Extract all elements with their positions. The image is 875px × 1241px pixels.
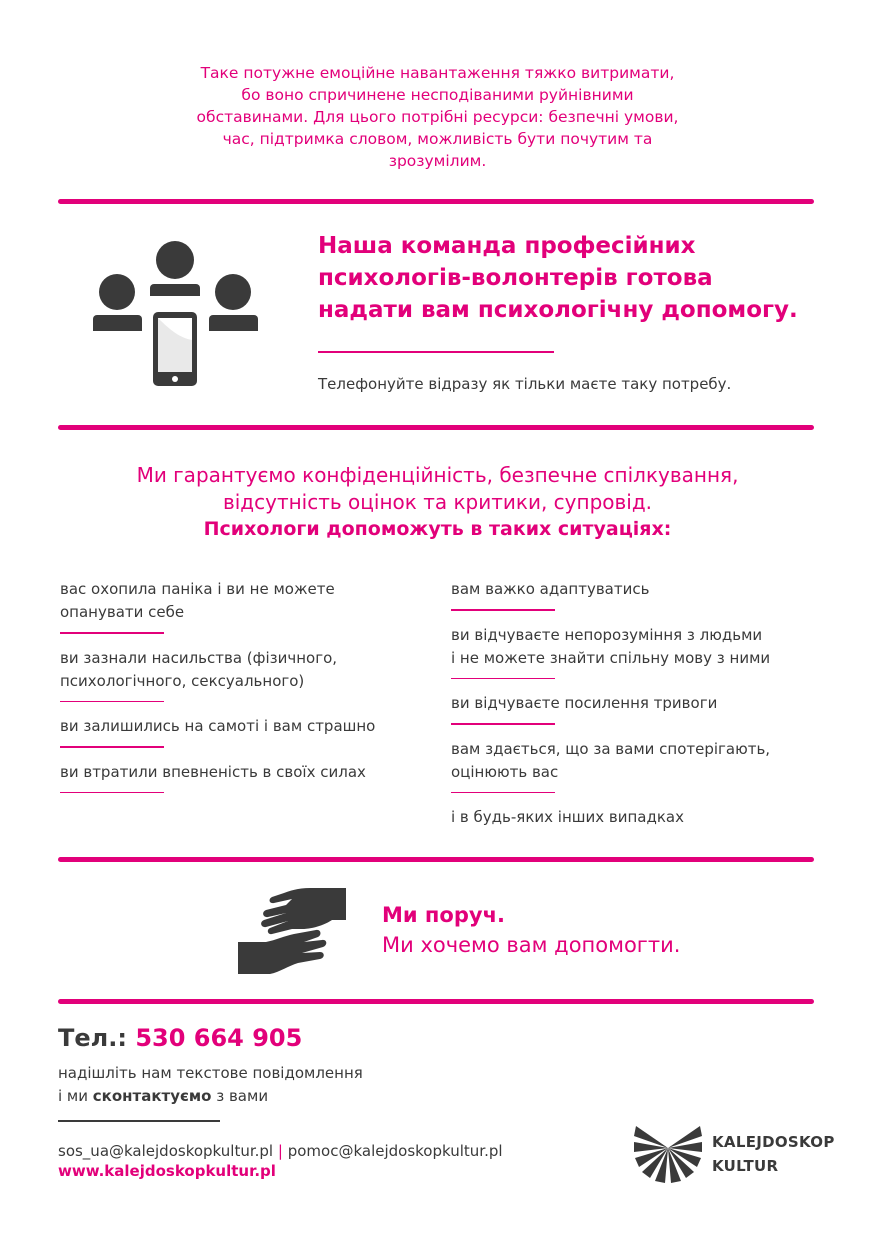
- team-note: Телефонуйте відразу як тільки маєте таку потребу.: [318, 375, 732, 393]
- kalejdoskop-logo-icon: [632, 1112, 704, 1184]
- list-item: [60, 647, 420, 693]
- intro-line: бо воно спричинене несподіваними руйнівними: [241, 86, 634, 104]
- people-phone-icon: [92, 238, 262, 390]
- list-item-line: вам здається, що за вами спотерігають,: [451, 739, 771, 758]
- emails: [58, 1140, 503, 1162]
- list-item-line: і не можете знайти спільну мову з ними: [451, 648, 771, 667]
- guarantee-line: Ми гарантуємо конфіденційність, безпечне спілкування,: [136, 463, 739, 487]
- divider: [58, 857, 814, 862]
- sms-line: надішліть нам текстове повідомлення: [58, 1064, 363, 1082]
- tel-label: Тел.:: [58, 1024, 127, 1052]
- list-separator: [451, 609, 555, 611]
- list-item: [60, 761, 420, 784]
- list-item-line: оцінюють вас: [451, 762, 559, 781]
- intro-line: час, підтримка словом, можливість бути почутим та: [222, 130, 653, 148]
- sms-bold: сконтактуємо: [92, 1087, 212, 1105]
- situations-heading: Психологи допоможуть в таких ситуаціях:: [203, 518, 672, 540]
- list-separator: [451, 792, 555, 794]
- email-link-pomoc[interactable]: pomoc@kalejdoskopkultur.pl: [287, 1142, 503, 1160]
- list-item-line: вас охопила паніка і ви не можете: [60, 580, 335, 598]
- guarantee-line: відсутність оцінок та критики, супровід.: [222, 490, 653, 514]
- list-separator: [60, 792, 164, 794]
- contact-underline: [58, 1120, 220, 1122]
- sms-line: [58, 1085, 363, 1108]
- list-item-line: опанувати себе: [60, 603, 185, 621]
- list-item-line: ви відчуваєте непорозуміння з людьми: [451, 625, 763, 644]
- list-separator: [451, 723, 555, 725]
- list-separator: [60, 632, 164, 634]
- guarantee-block: [60, 462, 815, 543]
- email-separator: |: [277, 1142, 283, 1160]
- tel-number[interactable]: 530 664 905: [135, 1024, 303, 1052]
- helping-line: Ми хочемо вам допомогти.: [382, 933, 681, 957]
- team-title-line: Наша команда професійних: [318, 233, 696, 259]
- list-item-line: ви зазнали насильства (фізичного,: [60, 648, 338, 667]
- team-title-line: надати вам психологічну допомогу.: [318, 297, 798, 323]
- list-item: [451, 578, 821, 601]
- logo-line: KALEJDOSKOP: [712, 1133, 835, 1151]
- list-item: [60, 578, 420, 624]
- situations-right-list: [451, 578, 821, 829]
- list-item-line: ви відчуваєте посилення тривоги: [451, 694, 718, 712]
- list-item: [451, 624, 821, 670]
- divider: [58, 999, 814, 1004]
- list-item-line: ви залишились на самоті і вам страшно: [60, 717, 376, 735]
- sms-note: [58, 1062, 363, 1108]
- list-item-line: і в будь-яких інших випадках: [451, 808, 684, 826]
- list-separator: [451, 678, 555, 680]
- situations-left-list: [60, 578, 420, 806]
- logo-line: KULTUR: [712, 1157, 779, 1175]
- list-separator: [60, 701, 164, 703]
- website-link[interactable]: www.kalejdoskopkultur.pl: [58, 1162, 276, 1180]
- intro-paragraph: [150, 62, 725, 172]
- email-link-sos[interactable]: sos_ua@kalejdoskopkultur.pl: [58, 1142, 274, 1160]
- sms-text: з вами: [211, 1087, 269, 1105]
- team-title: [318, 230, 838, 326]
- intro-line: зрозумілим.: [388, 152, 487, 170]
- divider: [58, 199, 814, 204]
- helping-text: [382, 900, 680, 960]
- list-item: [451, 806, 821, 829]
- phone-number[interactable]: [58, 1024, 302, 1052]
- list-separator: [60, 746, 164, 748]
- team-underline: [318, 351, 554, 353]
- helping-hands-icon: [236, 884, 348, 978]
- helping-line-bold: Ми поруч.: [382, 903, 505, 927]
- intro-line: обставинами. Для цього потрібні ресурси: безпечні умови,: [196, 108, 679, 126]
- list-item: [451, 692, 821, 715]
- list-item: [451, 738, 821, 784]
- team-title-line: психологів-волонтерів готова: [318, 265, 713, 291]
- sms-text: і ми: [58, 1087, 93, 1105]
- logo-text: [712, 1130, 835, 1178]
- list-item-line: вам важко адаптуватись: [451, 580, 650, 598]
- divider: [58, 425, 814, 430]
- intro-line: Таке потужне емоційне навантаження тяжко витримати,: [200, 64, 675, 82]
- list-item-line: ви втратили впевненість в своїх силах: [60, 762, 366, 781]
- list-item-line: психологічного, сексуального): [60, 671, 305, 690]
- list-item: [60, 715, 420, 738]
